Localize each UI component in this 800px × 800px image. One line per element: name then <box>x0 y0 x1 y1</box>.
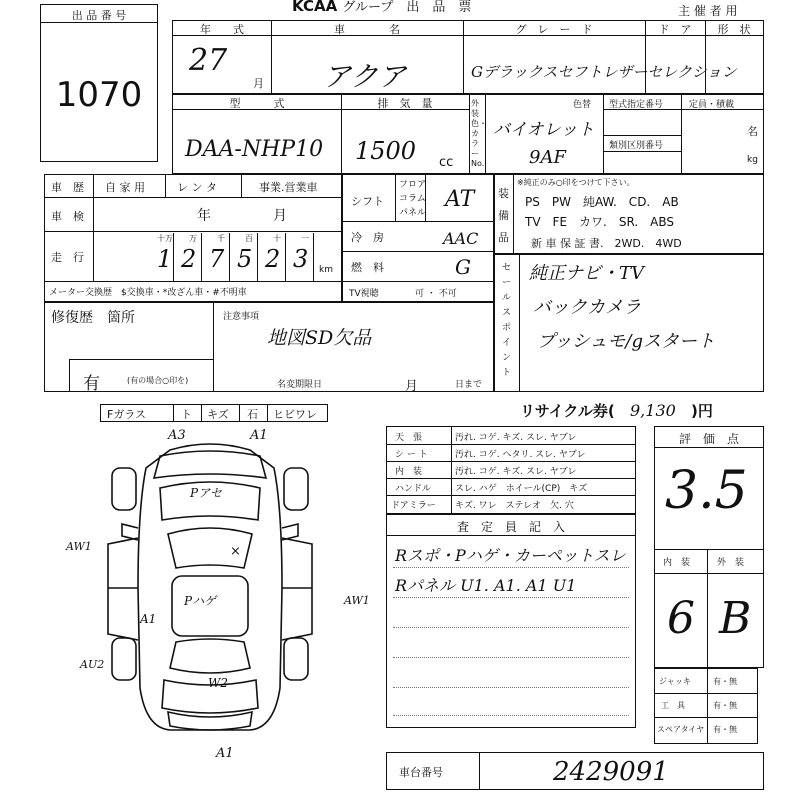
digit-label: 十 <box>273 234 281 243</box>
brand-suffix: グループ 出 品 票 <box>342 0 472 15</box>
chassis-box <box>386 752 764 790</box>
inspector-box <box>386 514 636 728</box>
car-name-label: 車 名 <box>334 23 400 36</box>
tool-status: 有・無 <box>713 725 737 734</box>
grade-value: Gデラックスセフトレザーセレクション <box>471 63 737 81</box>
condition-table <box>386 426 636 514</box>
inspector-line: Rスポ・Pハゲ・カーペットスレ <box>395 546 626 565</box>
mileage-digit: 5 <box>237 245 253 273</box>
exterior-color-label: 外装色・カラーNo. <box>471 99 487 168</box>
exterior-label: 外 装 <box>717 558 745 568</box>
recycle-label: リサイクル券( <box>520 402 615 420</box>
chassis-label: 車台番号 <box>399 766 443 779</box>
condition-item: ハンドル <box>395 484 432 494</box>
car-front <box>154 451 266 478</box>
chassis-value: 2429091 <box>553 757 669 787</box>
deadline-label: 名変期限日 <box>277 380 323 390</box>
repair-label: 修復歴 箇所 <box>51 310 135 326</box>
mileage-digit: 2 <box>181 245 197 273</box>
condition-desc: キズ. ワレ ステレオ 欠. 穴 <box>455 501 574 511</box>
condition-desc: スレ. ハゲ ホイール(CP) キズ <box>455 484 588 494</box>
remarks-value: 地図SD欠品 <box>267 327 372 349</box>
history-box <box>44 174 342 302</box>
repair-box <box>44 302 494 392</box>
history-label: 車 歴 <box>51 181 84 194</box>
mileage-label: 走 行 <box>51 251 84 264</box>
car-right-doors <box>282 538 312 640</box>
interior-label: 内 装 <box>663 558 691 568</box>
sales-point-line: プッシュモ/gスタート <box>537 331 715 352</box>
car-name-value: アクア <box>323 60 407 93</box>
diagram-mark: AW1 <box>66 540 92 553</box>
type-designation-label: 型式指定番号 <box>609 100 664 110</box>
year-label: 年 式 <box>200 23 244 36</box>
mileage-digit: 7 <box>209 245 225 273</box>
mirror-left <box>122 524 138 540</box>
remarks-label: 注意事項 <box>223 312 260 322</box>
glass-option: ヒビワレ <box>273 408 317 421</box>
digit-label: 十万 <box>157 234 173 243</box>
condition-desc: 汚れ. コゲ. キズ. スレ. ヤブレ <box>455 433 577 443</box>
equipment-line3: 新 車 保 証 書. 2WD. 4WD <box>531 237 682 250</box>
wheel-front-left <box>112 468 136 510</box>
car-left-doors <box>108 538 138 640</box>
kg-unit: kg <box>747 155 758 165</box>
diagram-mark: × <box>230 544 241 559</box>
lot-box <box>40 4 158 162</box>
car-rear-bumper <box>168 712 252 730</box>
history-option-private: 自 家 用 <box>105 181 145 194</box>
diagram-mark: A1 <box>250 428 268 443</box>
mileage-digits <box>145 233 337 281</box>
color-value: バイオレット <box>493 120 595 140</box>
equipment-note: ※純正のみ○印をつけて下さい。 <box>517 178 635 187</box>
repair-note: (有の場合○印を) <box>127 376 189 385</box>
tv-label: TV視聴 <box>349 289 379 299</box>
row1-box <box>172 20 764 94</box>
mileage-digit: 2 <box>265 245 281 273</box>
mirror-right <box>282 524 298 540</box>
shape-label: 形 状 <box>717 23 751 36</box>
history-option-business: 事業.営業車 <box>259 181 318 194</box>
month-unit: 月 <box>253 77 264 90</box>
ac-label: 冷 房 <box>351 231 384 244</box>
specs-box <box>342 174 494 302</box>
shift-option-panel: パネル <box>399 208 427 218</box>
grade-label: グ レ ー ド <box>515 23 593 36</box>
history-option-rental: レ ン タ <box>177 181 217 194</box>
year-value: 27 <box>189 43 228 78</box>
diagram-mark: A1 <box>140 612 157 626</box>
deadline-day: 日まで <box>455 380 483 390</box>
deadline-month: 月 <box>405 379 419 394</box>
model-value: DAA-NHP10 <box>185 137 324 162</box>
inspection-year-unit: 年 <box>197 208 211 224</box>
persons-unit: 名 <box>747 125 758 138</box>
mileage-digit: 3 <box>293 245 309 273</box>
shift-value: AT <box>445 187 475 212</box>
tools-box <box>654 668 758 744</box>
cc-unit: cc <box>439 155 454 170</box>
fuel-value: G <box>455 255 471 279</box>
diagram-mark: Pハゲ <box>184 594 217 608</box>
door-label: ド ア <box>658 23 692 36</box>
organizer-label: 主 催 者 用 <box>678 4 738 18</box>
diagram-mark: A1 <box>216 746 234 761</box>
category-label: 類別区別番号 <box>609 141 664 151</box>
condition-item: ドアミラー <box>391 501 436 511</box>
displacement-label: 排 気 量 <box>377 97 433 110</box>
lot-number: 1070 <box>55 75 143 115</box>
inspector-line: Rパネル U1. A1. A1 U1 <box>395 576 577 595</box>
shift-label: シフト <box>351 195 384 208</box>
glass-option: キズ <box>207 408 229 421</box>
digit-label: 万 <box>189 234 197 243</box>
score-value: 3.5 <box>665 461 748 521</box>
recycle-value: 9,130 <box>630 401 676 420</box>
color-code-value: 9AF <box>529 147 566 168</box>
tv-options: 可 ・ 不可 <box>415 289 457 299</box>
km-unit: km <box>319 265 333 275</box>
glass-label: Fガラス <box>107 408 146 421</box>
fuel-label: 燃 料 <box>351 261 384 274</box>
digit-label: 一 <box>301 234 309 243</box>
sales-points-box <box>494 254 764 392</box>
brand-title <box>292 0 471 15</box>
inspector-label: 査 定 員 記 入 <box>456 520 565 534</box>
mileage-digit: 1 <box>157 245 173 273</box>
ac-value: AAC <box>443 229 479 248</box>
equipment-line1: PS PW 純AW. CD. AB <box>525 195 679 209</box>
interior-value: 6 <box>667 593 695 644</box>
meter-note: メーター交換歴 $交換車・*改ざん車・#不明車 <box>49 288 247 298</box>
glass-box <box>100 404 328 422</box>
sales-point-line: 純正ナビ・TV <box>529 263 645 284</box>
inspection-month-unit: 月 <box>273 208 287 224</box>
glass-option: 石 <box>247 408 258 421</box>
wheel-rear-left <box>112 638 136 680</box>
score-box <box>654 426 764 668</box>
digit-label: 百 <box>245 234 253 243</box>
exterior-value: B <box>719 593 752 644</box>
tool-name: スペアタイヤ <box>657 725 705 734</box>
diagram-mark: Pアセ <box>190 486 222 500</box>
diagram-mark: A3 <box>168 428 186 443</box>
car-rear-window <box>170 639 250 673</box>
diagram-mark: AW1 <box>344 594 370 607</box>
color-swap-label: 色替 <box>573 100 592 110</box>
condition-item: シ ー ト <box>395 450 428 460</box>
recycle-unit: )円 <box>691 402 713 420</box>
condition-item: 内 装 <box>395 467 423 477</box>
wheel-front-right <box>284 468 308 510</box>
tool-name: ジャッキ <box>659 677 691 686</box>
equipment-box <box>494 174 764 254</box>
tool-status: 有・無 <box>713 677 737 686</box>
wheel-rear-right <box>284 638 308 680</box>
diagram-mark: AU2 <box>80 658 105 671</box>
capacity-label: 定員・積載 <box>689 100 735 110</box>
shift-option-floor: フロア <box>399 180 427 190</box>
condition-desc: 汚れ. コゲ. キズ. スレ. ヤブレ <box>455 467 577 477</box>
tool-status: 有・無 <box>713 701 737 710</box>
score-label: 評 価 点 <box>678 432 739 446</box>
tool-name: 工 具 <box>661 701 685 710</box>
sales-points-label: セールスポイント <box>502 263 512 378</box>
recycle-row <box>520 400 713 421</box>
row2-box <box>172 94 764 174</box>
sales-point-line: バックカメラ <box>533 297 641 318</box>
repair-value: 有 <box>83 374 100 394</box>
condition-desc: 汚れ. コゲ. ヘタリ. スレ. ヤブレ <box>455 450 586 460</box>
equipment-line2: TV FE カワ. SR. ABS <box>525 215 675 229</box>
brand-name: KCAA <box>292 0 338 15</box>
lot-label: 出 品 番 号 <box>71 9 127 22</box>
digit-label: 千 <box>217 234 225 243</box>
model-label: 型 式 <box>229 97 285 110</box>
condition-item: 天 張 <box>395 433 423 443</box>
shift-option-column: コラム <box>399 194 426 204</box>
diagram-mark: W2 <box>208 676 228 690</box>
displacement-value: 1500 <box>355 137 417 165</box>
inspection-label: 車 検 <box>51 210 84 223</box>
glass-option: ト <box>181 408 192 421</box>
equipment-label: 装備品 <box>498 187 509 244</box>
